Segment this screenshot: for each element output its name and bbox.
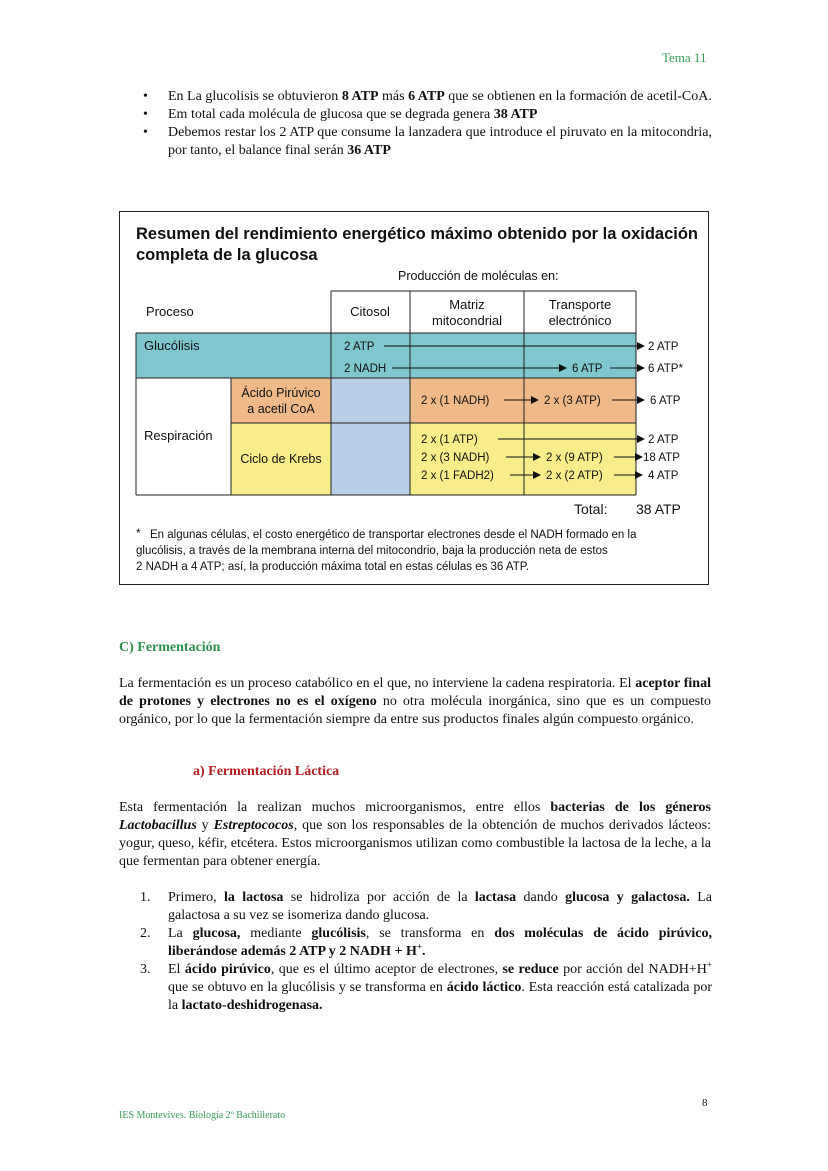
glucolisis-out-1: 2 ATP — [648, 341, 679, 353]
header-tema: Tema 11 — [662, 50, 707, 65]
matriz-header-1: Matriz — [449, 297, 485, 312]
respiracion-label: Respiración — [144, 428, 213, 443]
citosol-header: Citosol — [350, 304, 390, 319]
acido-label-1: Ácido Pirúvico — [241, 386, 321, 400]
krebs-trans-2: 2 x (9 ATP) — [546, 452, 603, 464]
page-number: 8 — [702, 1097, 708, 1109]
footer-school: IES Montevives. Biología 2º Bachillerato — [119, 1110, 286, 1121]
krebs-trans-3: 2 x (2 ATP) — [546, 470, 603, 482]
section-c-title: C) Fermentación — [119, 640, 221, 655]
acido-label-2: a acetil CoA — [247, 402, 315, 416]
acido-matrix: 2 x (1 NADH) — [421, 395, 490, 407]
list-item: 2. La glucosa, mediante glucólisis, se transforma en dos moléculas de ácido pirúvico, liberándose además 2 ATP y 2 NADH + H+. — [140, 926, 713, 959]
list-item: • Em total cada molécula de glucosa que se degrada genera 38 ATP — [143, 107, 538, 122]
list-item: • En La glucolisis se obtuvieron 8 ATP más 6 ATP que se obtienen en la formación de acetil-CoA. — [143, 89, 712, 104]
glucolisis-atp: 2 ATP — [344, 341, 375, 353]
glucolisis-nadh: 2 NADH — [344, 363, 387, 375]
note-asterisk: * — [136, 526, 141, 540]
glucolisis-label: Glucólisis — [144, 338, 200, 353]
acido-out: 6 ATP — [650, 395, 681, 407]
list-item: • Debemos restar los 2 ATP que consume la lanzadera que introduce el piruvato en la mitocondria, por tanto, el balance final serán 36 ATP — [143, 125, 712, 158]
acido-trans: 2 x (3 ATP) — [544, 395, 601, 407]
note-line-1: En algunas células, el costo energético de transportar electrones desde el NADH formado en la — [150, 529, 637, 541]
glucolisis-6atp: 6 ATP — [572, 363, 603, 375]
matriz-header-2: mitocondrial — [431, 313, 503, 328]
krebs-out-3: 4 ATP — [648, 470, 679, 482]
krebs-out-1: 2 ATP — [648, 434, 679, 446]
atp-summary-figure — [119, 211, 709, 585]
krebs-matrix-3: 2 x (1 FADH2) — [421, 470, 494, 482]
total-value: 38 ATP — [636, 501, 681, 517]
list-item: 1. Primero, la lactosa se hidroliza por acción de la lactasa dando glucosa y galactosa. La galactosa a su vez se isomeriza dando glucosa. — [140, 890, 713, 923]
figure-title-1: Resumen del rendimiento energético máximo obtenido por la oxidación — [136, 225, 699, 243]
proceso-header: Proceso — [146, 304, 194, 319]
fermentacion-paragraph: La fermentación es un proceso catabólico en el que, no interviene la cadena respiratoria. El aceptor final de protones y electrones no es el oxígeno no otra molécula inorgánica, sino que es un compuesto orgánico, por lo que la fermentación siempre da entre sus productos finales algún compuesto orgánico. — [119, 676, 711, 727]
krebs-label: Ciclo de Krebs — [240, 452, 322, 466]
krebs-out-2: 18 ATP — [643, 452, 680, 464]
steps-list — [140, 889, 712, 1015]
figure-title-2: completa de la glucosa — [136, 246, 318, 264]
list-item: 3. El ácido pirúvico, que es el último aceptor de electrones, se reduce por acción del NADH+H+ que se obtuvo en la glucólisis y se transforma en ácido láctico. Esta reacción está catalizada por la lactato-deshidrogenasa. — [140, 959, 712, 1013]
krebs-matrix-2: 2 x (3 NADH) — [421, 452, 490, 464]
summary-bullets — [140, 88, 712, 160]
acido-label-band — [231, 378, 331, 423]
note-line-3: 2 NADH a 4 ATP; así, la producción máxima total en estas células es 36 ATP. — [136, 561, 530, 573]
total-label: Total: — [574, 501, 608, 517]
section-a-title: a) Fermentación Láctica — [193, 764, 340, 779]
citosol-respiration-band — [331, 378, 410, 495]
note-line-2: glucólisis, a través de la membrana interna del mitocondrio, baja la producción neta de estos — [136, 545, 608, 557]
lactica-paragraph: Esta fermentación la realizan muchos microorganismos, entre ellos bacterias de los géneros Lactobacillus y Estreptococos, que son los responsables de la obtención de muchos derivados lácteos: yogur, queso, kéfir, etcétera. Estos microorganismos utilizan como combustible la lactosa de la leche, a la que fermentan para obtener energía. — [119, 800, 712, 869]
transporte-header-1: Transporte — [548, 297, 612, 312]
glucolisis-out-2: 6 ATP* — [648, 363, 683, 375]
produccion-label: Producción de moléculas en: — [398, 269, 559, 283]
krebs-matrix-1: 2 x (1 ATP) — [421, 434, 478, 446]
transporte-header-2: electrónico — [548, 313, 612, 328]
